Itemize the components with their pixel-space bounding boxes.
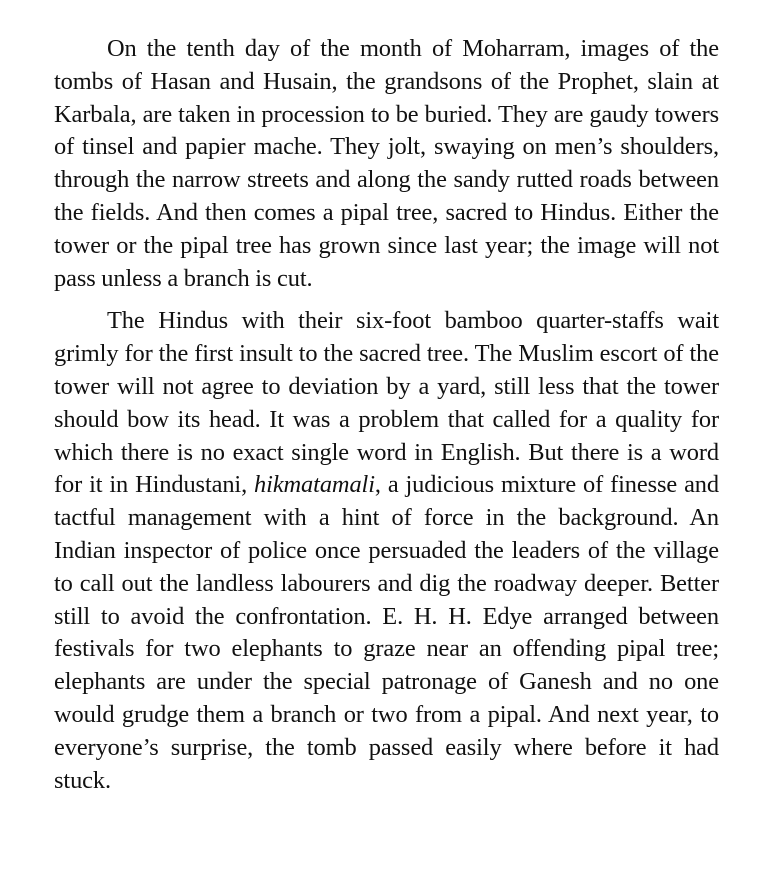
paragraph-text-after-italic: , a judicious mixture of finesse and tactful management with a hint of force in the background. An Indian inspector of police once persuaded the leaders of the village to call out the landless labourers and dig the roadway deeper. Better still to avoid the confrontation. E. H. H. Edye arranged between festivals for two elephants to graze near an offending pipal tree; elephants are under the special patronage of Ganesh and no one would grudge them a branch or two from a pipal. And next year, to everyone’s surprise, the tomb passed easily where before it had stuck. [54,471,719,794]
italic-term-hikmatamali: hikmatamali [254,471,375,499]
paragraph-text-before-italic: The Hindus with their six-foot bamboo quarter-staffs wait grimly for the first insult to the sacred tree. The Muslim escort of the tower will not agree to deviation by a yard, still less that the tower should bow its head. It was a problem that called for a quality for which there is no exact single word in English. But there is a word for it in Hindustani, [54,307,719,499]
paragraph-moharram-procession: On the tenth day of the month of Moharram, images of the tombs of Hasan and Husain, the grandsons of the Prophet, slain at Karbala, are taken in procession to be buried. They are gaudy towers of tinsel and papier mache. They jolt, swaying on men’s shoulders, through the narrow streets and along the sandy rutted roads between the fields. And then comes a pipal tree, sacred to Hindus. Either the tower or the pipal tree has grown since last year; the image will not pass unless a branch is cut. [54,35,719,292]
paragraph-hikmatamali [54,305,719,797]
